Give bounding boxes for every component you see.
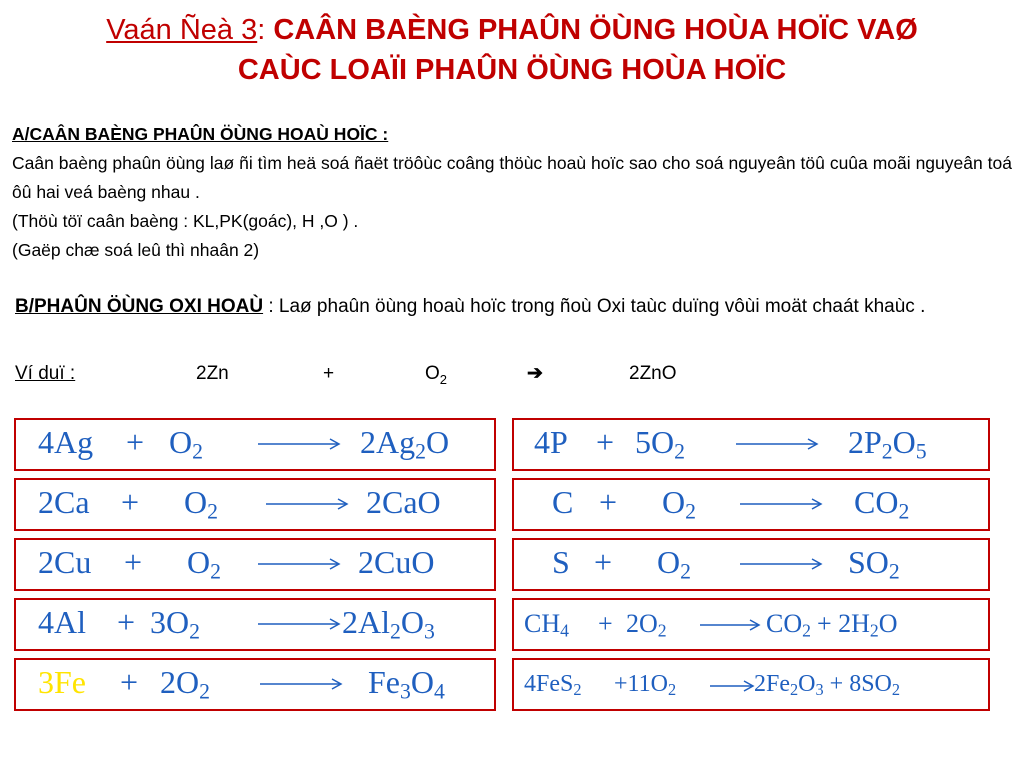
reactant-1: 4P	[534, 424, 568, 460]
reaction-box-p	[512, 418, 990, 471]
plus-sign: +	[124, 544, 143, 580]
section-a	[12, 120, 1012, 265]
subscript: 2	[189, 619, 200, 644]
product	[848, 424, 927, 464]
product	[368, 664, 445, 704]
reaction-box-ch4	[512, 598, 990, 651]
reactant-2-text: 3O	[150, 604, 190, 640]
title-line2: CAÙC LOAÏI PHAÛN ÖÙNG HOÙA HOÏC	[237, 54, 787, 86]
example-arrow-icon: ➔	[527, 363, 543, 384]
product	[854, 484, 909, 524]
example-product: 2ZnO	[629, 363, 677, 384]
reactant-1-text: CH	[524, 609, 561, 638]
reactant-2	[160, 664, 210, 704]
section-a-odd-note: (Gaëp chæ soá leû thì nhaân 2)	[12, 240, 260, 260]
plus-sign: +	[598, 609, 613, 638]
plus-sign: +	[596, 424, 615, 460]
plus-sign: +	[594, 544, 613, 580]
reaction-arrow-icon	[740, 498, 824, 510]
product-text: CO	[854, 484, 899, 520]
subscript: 2	[802, 620, 811, 641]
title-line1: CAÂN BAÈNG PHAÛN ÖÙNG HOÙA HOÏC VAØ	[273, 14, 918, 46]
example-oxygen-sub: 2	[439, 371, 448, 387]
product-text: O	[892, 424, 916, 460]
subscript: 2	[674, 439, 685, 464]
plus-sign: +	[120, 664, 139, 700]
subscript: 2	[685, 499, 696, 524]
subscript: 4	[560, 620, 569, 641]
reaction-box-c	[512, 478, 990, 531]
reactant-1	[38, 424, 93, 461]
example-oxygen-symbol: O	[425, 363, 440, 384]
reactant-2-text: O	[169, 424, 193, 460]
example-oxygen	[425, 359, 447, 395]
reactant-1: 4Al	[38, 604, 86, 640]
reactant-1: 3Fe	[38, 664, 86, 700]
title-prefix: Vaán Ñeà 3	[106, 14, 258, 46]
reaction-arrow-icon	[258, 438, 342, 450]
plus-sign: +	[121, 484, 140, 520]
reaction-arrow-icon	[258, 558, 342, 570]
product-text: O	[410, 664, 434, 700]
subscript: 3	[815, 680, 824, 700]
subscript: 2	[199, 679, 210, 704]
product-text: SO	[848, 544, 889, 580]
product	[342, 604, 435, 644]
reactant-2	[184, 484, 218, 524]
product-text: 2P	[848, 424, 882, 460]
example-reactant: 2Zn	[196, 363, 229, 384]
reactant-2-text: O	[184, 484, 208, 520]
product-text: 2Ag	[360, 424, 416, 460]
subscript: 2	[790, 680, 799, 700]
product-text: CO	[766, 609, 803, 638]
product	[848, 544, 900, 584]
product	[754, 671, 900, 700]
reactant-1-text: 4FeS	[524, 671, 574, 697]
subscript: 2	[573, 680, 582, 700]
reaction-arrow-icon	[266, 498, 350, 510]
reactant-1: 2Ca	[38, 484, 90, 520]
product-text: O	[425, 424, 450, 460]
reactant-1: S	[552, 544, 570, 580]
subscript: 2	[210, 559, 221, 584]
product-text: 2Fe	[754, 671, 790, 697]
reactant-2-text: +11O	[614, 671, 668, 697]
subscript: 2	[207, 499, 218, 524]
reaction-box-fes2	[512, 658, 990, 711]
section-b-heading: B/PHAÛN ÖÙNG OXI HOAÙ	[15, 296, 264, 317]
reactant-2	[657, 544, 691, 584]
subscript: 3	[400, 679, 411, 704]
subscript: 2	[898, 499, 910, 524]
subscript: 2	[667, 680, 677, 700]
subscript: 4	[433, 679, 445, 704]
section-b-text: : Laø phaûn öùng hoaù hoïc trong ñoù Oxi taùc duïng vôùi moät chaát khaùc .	[263, 296, 926, 317]
product-text: + 2H	[816, 609, 870, 638]
reaction-arrow-icon	[258, 618, 342, 630]
reaction-box-al	[14, 598, 496, 651]
section-a-heading: A/CAÂN BAÈNG PHAÛN ÖÙNG HOAÙ HOÏC :	[12, 124, 389, 144]
reactant-2	[626, 609, 667, 641]
reactant-2-text: O	[657, 544, 681, 580]
reactant-1	[524, 609, 569, 641]
subscript: 2	[680, 559, 691, 584]
reactant-2-text: 5O	[635, 424, 675, 460]
reaction-box-cu	[14, 538, 496, 591]
reactant-2	[150, 604, 200, 644]
reactant-2	[169, 424, 203, 464]
reactant-1: C	[552, 484, 574, 520]
product-text: O	[878, 609, 898, 638]
product: 2CuO	[358, 544, 435, 580]
product-text: O	[798, 671, 816, 697]
reaction-arrow-icon	[736, 438, 820, 450]
reactant-1: 2Cu	[38, 544, 92, 580]
subscript: 2	[869, 620, 879, 641]
reaction-arrow-icon	[710, 680, 756, 692]
plus-sign: +	[117, 604, 136, 640]
example-plus: +	[323, 363, 335, 384]
reaction-box-ca	[14, 478, 496, 531]
subscript: 2	[888, 559, 900, 584]
reaction-box-s	[512, 538, 990, 591]
product-text: + 8SO	[829, 671, 892, 697]
reaction-arrow-icon	[700, 619, 762, 631]
product	[360, 424, 449, 464]
subscript: 2	[390, 619, 401, 644]
reactant-2	[635, 424, 685, 464]
section-a-order-note: (Thöù töï caân baèng : KL,PK(goác), H ,O ) .	[12, 211, 359, 231]
reaction-arrow-icon	[740, 558, 824, 570]
page-title	[0, 10, 1024, 90]
subscript: 3	[423, 619, 435, 644]
reactant-2-text: O	[187, 544, 211, 580]
plus-sign: +	[126, 424, 145, 460]
reactant-2-text: O	[662, 484, 686, 520]
plus-sign: +	[599, 484, 618, 520]
reactant-2-text: 2O	[626, 609, 658, 638]
title-colon: :	[257, 14, 266, 46]
reactant-2	[662, 484, 696, 524]
reactant-text: 4Ag	[38, 424, 94, 460]
subscript: 2	[192, 439, 203, 464]
product-text: 2Al	[342, 604, 390, 640]
subscript: 5	[915, 439, 927, 464]
product: 2CaO	[366, 484, 441, 520]
reactant-2	[187, 544, 221, 584]
section-b	[15, 290, 1000, 323]
reaction-arrow-icon	[260, 678, 344, 690]
subscript: 2	[881, 439, 893, 464]
subscript: 2	[657, 620, 667, 641]
reactant-2-text: 2O	[160, 664, 200, 700]
example-label: Ví duï :	[15, 363, 76, 384]
product	[766, 609, 898, 641]
product-text: O	[400, 604, 424, 640]
subscript: 2	[415, 439, 426, 464]
reaction-box-ag	[14, 418, 496, 471]
section-a-paragraph: Caân baèng phaûn öùng laø ñi tìm heä soá ñaët tröôùc coâng thöùc hoaù hoïc sao cho soá nguyeân töû cuûa moãi nguyeân toá ôû hai veá baèng nhau .	[12, 153, 1012, 202]
subscript: 2	[891, 680, 901, 700]
product-text: Fe	[368, 664, 400, 700]
reactant-2	[614, 671, 676, 700]
reactant-1	[524, 671, 582, 700]
reaction-box-fe	[14, 658, 496, 711]
